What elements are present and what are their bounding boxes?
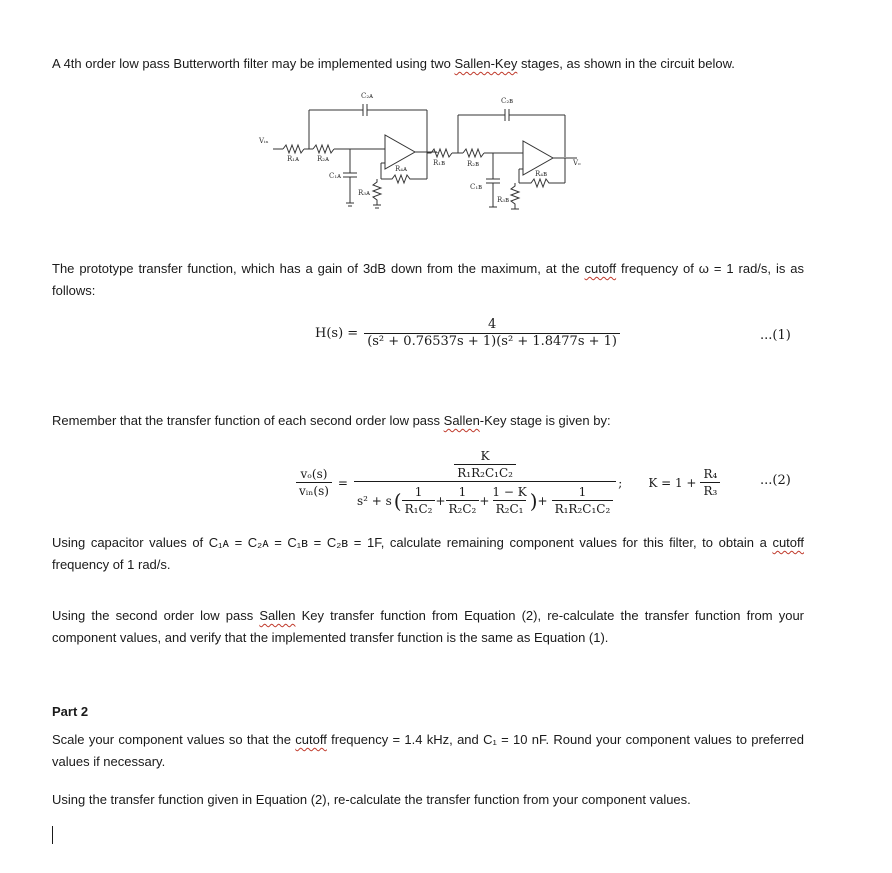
spellcheck-word[interactable]: cutoff — [772, 535, 804, 550]
eq2-r4: R₄ — [703, 467, 718, 481]
eq2-lhs-den: vᵢₙ(s) — [296, 482, 332, 499]
spellcheck-word[interactable]: cutoff — [584, 261, 617, 276]
eq2-s2: s² + s — [356, 493, 392, 508]
spellcheck-word[interactable]: cutoff — [295, 732, 327, 747]
eq1-denominator: (s² + 0.76537s + 1)(s² + 1.8477s + 1) — [364, 333, 620, 350]
eq2-lhs-num: vₒ(s) — [300, 467, 328, 481]
label-r2a: R₂ᴀ — [317, 155, 330, 163]
eq1-fraction — [364, 317, 620, 350]
eq2-semicolon: ; — [618, 475, 623, 490]
eq2-t2-den: R₂C₂ — [446, 500, 480, 517]
eq2-k: K — [480, 449, 490, 463]
label-r1b: R₁ʙ — [433, 159, 446, 167]
r1b-resistor — [427, 149, 452, 157]
label-r3b: R₃ʙ — [497, 196, 510, 204]
r3a-resistor — [373, 179, 381, 205]
r2b-resistor — [463, 149, 484, 157]
eq1-tag: ...(1) — [760, 328, 791, 343]
remember-text: Remember that the transfer function of each second order low pass — [52, 413, 444, 428]
intro-paragraph — [52, 53, 804, 75]
text-cursor[interactable] — [52, 826, 53, 844]
eq2-tag: ...(2) — [760, 473, 791, 488]
eq2-k-fraction — [700, 466, 720, 499]
eq2-t1-num: 1 — [414, 485, 423, 499]
equation-2 — [296, 448, 720, 517]
r4a-resistor — [381, 175, 427, 183]
label-r1a: R₁ᴀ — [287, 155, 300, 163]
r4b-resistor — [519, 179, 565, 187]
prototype-paragraph — [52, 258, 804, 302]
label-r4a: R₄ᴀ — [395, 165, 408, 173]
eq2-t1-den: R₁C₂ — [402, 500, 436, 517]
sallen-key-circuit-diagram — [255, 85, 595, 220]
eq2-t3-num: 1 − K — [492, 485, 527, 499]
label-c2b: C₂ʙ — [501, 97, 514, 105]
intro-text: A 4th order low pass Butterworth filter may be implemented using two — [52, 56, 455, 71]
equation-1 — [315, 317, 620, 350]
scale-text: Scale your component values so that the — [52, 732, 296, 747]
opamp-a — [385, 135, 415, 169]
label-vin: Vᵢₙ — [259, 137, 269, 145]
intro-text-end: stages, as shown in the circuit below. — [517, 56, 735, 71]
eq1-lhs: H(s) = — [315, 326, 359, 341]
eq2-t2-num: 1 — [458, 485, 467, 499]
spellcheck-word[interactable]: Sallen — [443, 413, 480, 428]
label-c1a: C₁ᴀ — [329, 172, 342, 180]
eq2-r1r2c1c2: R₁R₂C₁C₂ — [454, 464, 516, 481]
capacitor-text: Using capacitor values of C₁ᴀ = C₂ᴀ = C₁ʙ = C₂ʙ = 1F, calculate remaining component values for this filter, to obtain a — [52, 535, 773, 550]
spellcheck-word[interactable]: Sallen-Key — [454, 56, 518, 71]
label-c1b: C₁ʙ — [470, 183, 483, 191]
r1a-resistor — [283, 145, 304, 153]
label-r2b: R₂ʙ — [467, 160, 480, 168]
prototype-text-end: frequency of ω = 1 rad/s, is as follows: — [52, 261, 804, 298]
label-r4b: R₄ʙ — [535, 170, 548, 178]
recalc-text: Using the second order low pass — [52, 608, 260, 623]
final-paragraph: Using the transfer function given in Equation (2), re-calculate the transfer function from your component values. — [52, 792, 691, 807]
capacitor-text-end: frequency of 1 rad/s. — [52, 557, 171, 572]
capacitor-paragraph — [52, 532, 804, 576]
eq2-rhs — [354, 448, 616, 517]
eq2-rhs-numerator — [451, 448, 519, 481]
eq2-k-lhs: K = 1 + — [648, 475, 697, 490]
recalc-text-end: Key transfer function from Equation (2), re-calculate the transfer function from your component values, and verify that the implemented transfer function is the same as Equation (1). — [52, 608, 805, 645]
label-r3a: R₃ᴀ — [358, 189, 371, 197]
spellcheck-word[interactable]: Sallen — [259, 608, 296, 623]
recalc-paragraph — [52, 605, 804, 649]
part2-heading: Part 2 — [52, 704, 89, 719]
eq2-t3-den: R₂C₁ — [493, 500, 527, 517]
eq2-rhs-denominator: s² + s ( $\frac{1}{\text{R₁C₂}}$ + $\frac{1}{\text{R₂C₂}}$ + $\frac{1 - K}{\text{R₂C₁}}$ ) + $\frac{1}{\text{R₁R₂C₁C₂}}$ — [354, 481, 616, 517]
eq2-r3: R₃ — [700, 482, 720, 499]
eq2-equals: = — [337, 475, 348, 490]
scale-text-end: frequency = 1.4 kHz, and C₁ = 10 nF. Round your component values to preferred values if necessary. — [52, 732, 804, 769]
label-c2a: C₂ᴀ — [361, 92, 374, 100]
eq2-t4-den: R₁R₂C₁C₂ — [552, 500, 614, 517]
prototype-text: The prototype transfer function, which has a gain of 3dB down from the maximum, at the — [52, 261, 585, 276]
eq2-plus: + — [537, 493, 548, 508]
r2a-resistor — [313, 145, 334, 153]
eq2-lhs — [296, 466, 332, 499]
eq2-plus: + — [479, 493, 490, 508]
scale-paragraph — [52, 729, 804, 773]
label-vo: Vₒ — [573, 159, 581, 167]
remember-text-end: -Key stage is given by: — [479, 413, 611, 428]
r3b-resistor — [511, 183, 519, 209]
eq2-plus: + — [435, 493, 446, 508]
eq1-numerator: 4 — [487, 317, 497, 332]
eq2-t4-num: 1 — [578, 485, 587, 499]
remember-paragraph — [52, 410, 804, 432]
